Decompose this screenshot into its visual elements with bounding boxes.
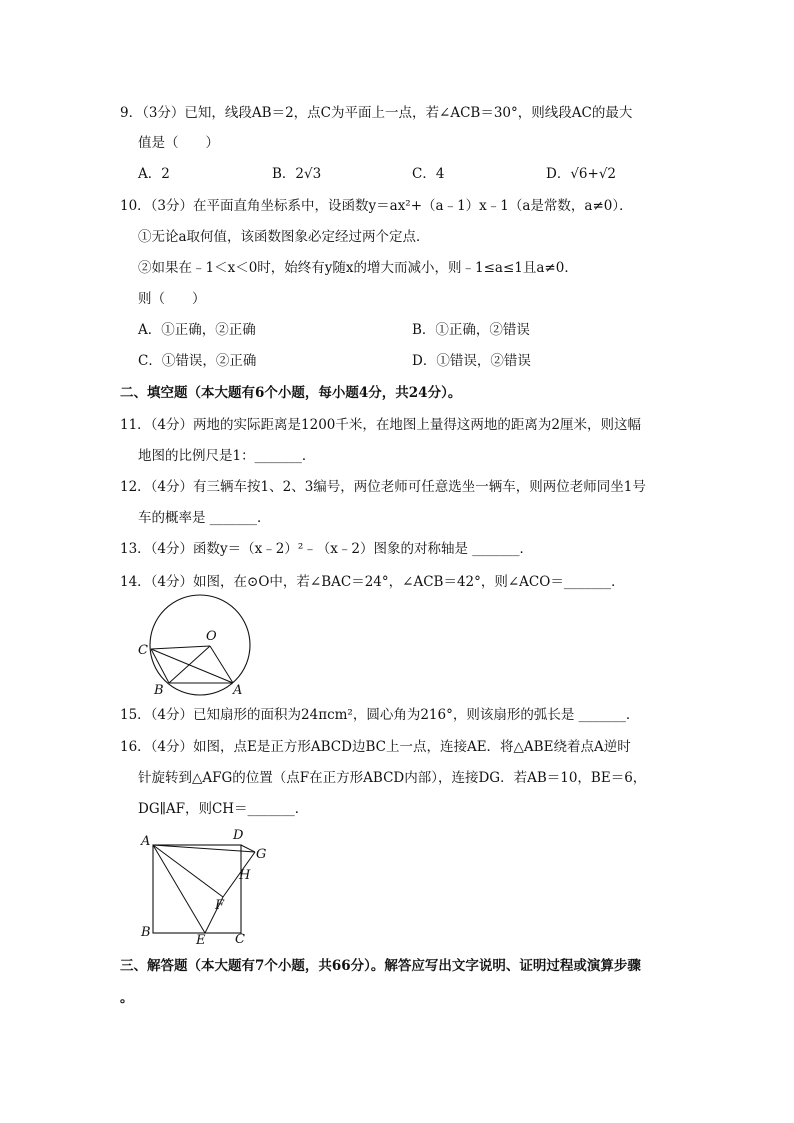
- label-d: D: [233, 828, 244, 843]
- q12-line1: 12．（4分）有三辆车按1、2、3编号，两位老师可任意选坐一辆车，则两位老师同坐1号: [120, 479, 646, 495]
- q10-statement-1: ①无论a取何值，该函数图象必定经过两个定点．: [138, 229, 430, 245]
- q16-square-figure: [135, 825, 285, 950]
- q9-line2: 值是（ ）: [138, 135, 219, 151]
- label-c: C: [235, 932, 245, 947]
- q16-line1: 16．（4分）如图，点E是正方形ABCD边BC上一点，连接AE．将△ABE绕着点A逆时: [120, 739, 631, 755]
- label-h: H: [239, 868, 251, 883]
- label-g: G: [256, 847, 267, 862]
- q16-line3: DG∥AF，则CH＝_______．: [138, 801, 309, 817]
- q9-line1: 9．（3分）已知，线段AB＝2，点C为平面上一点，若∠ACB＝30°，则线段AC的最大: [120, 105, 633, 121]
- q10-then: 则（ ）: [138, 291, 206, 307]
- label-c: C: [138, 643, 148, 658]
- q9-option-c: C．4: [412, 166, 445, 182]
- label-a: A: [233, 683, 243, 698]
- q15: 15．（4分）已知扇形的面积为24πcm²，圆心角为216°，则该扇形的弧长是 _______．: [120, 707, 640, 723]
- q10-option-c: C．①错误，②正确: [138, 353, 257, 369]
- label-b: B: [154, 683, 164, 698]
- section2-heading: 二、填空题（本大题有6个小题，每小题4分，共24分）。: [120, 385, 462, 401]
- q14-circle-figure: [130, 592, 270, 700]
- label-b: B: [141, 925, 151, 940]
- label-o: O: [206, 629, 217, 644]
- q10-option-a: A．①正确，②正确: [138, 322, 256, 338]
- q9-option-d: D．√6+√2: [546, 166, 617, 182]
- q16-line2: 针旋转到△AFG的位置（点F在正方形ABCD内部），连接DG．若AB＝10，BE＝6，: [138, 770, 647, 786]
- label-e: E: [196, 933, 206, 948]
- q9-option-a: A．2: [138, 166, 170, 182]
- q10-line1: 10．（3分）在平面直角坐标系中，设函数y＝ax²+（a﹣1）x﹣1（a是常数，a≠0）．: [120, 198, 633, 214]
- q13: 13．（4分）函数y＝（x﹣2）²﹣（x﹣2）图象的对称轴是 _______．: [120, 541, 534, 557]
- q11-line1: 11．（4分）两地的实际距离是1200千米，在地图上量得这两地的距离为2厘米，则这幅: [120, 417, 641, 433]
- q10-statement-2: ②如果在﹣1＜x＜0时，始终有y随x的增大而减小，则﹣1≤a≤1且a≠0．: [138, 260, 578, 276]
- q14: 14．（4分）如图，在⊙O中，若∠BAC＝24°，∠ACB＝42°，则∠ACO＝_______．: [120, 574, 625, 590]
- label-f: F: [215, 898, 225, 913]
- label-a: A: [141, 834, 151, 849]
- section3-heading-line1: 三、解答题（本大题有7个小题，共66分）。解答应写出文字说明、证明过程或演算步骤: [120, 958, 641, 974]
- q10-option-d: D．①错误，②错误: [412, 353, 531, 369]
- q12-line2: 车的概率是 _______．: [138, 510, 271, 526]
- section3-heading-line2: 。: [120, 990, 134, 1006]
- q9-option-b: B．2√3: [272, 166, 322, 182]
- q11-line2: 地图的比例尺是1：_______．: [138, 448, 316, 464]
- q10-option-b: B．①正确，②错误: [412, 322, 530, 338]
